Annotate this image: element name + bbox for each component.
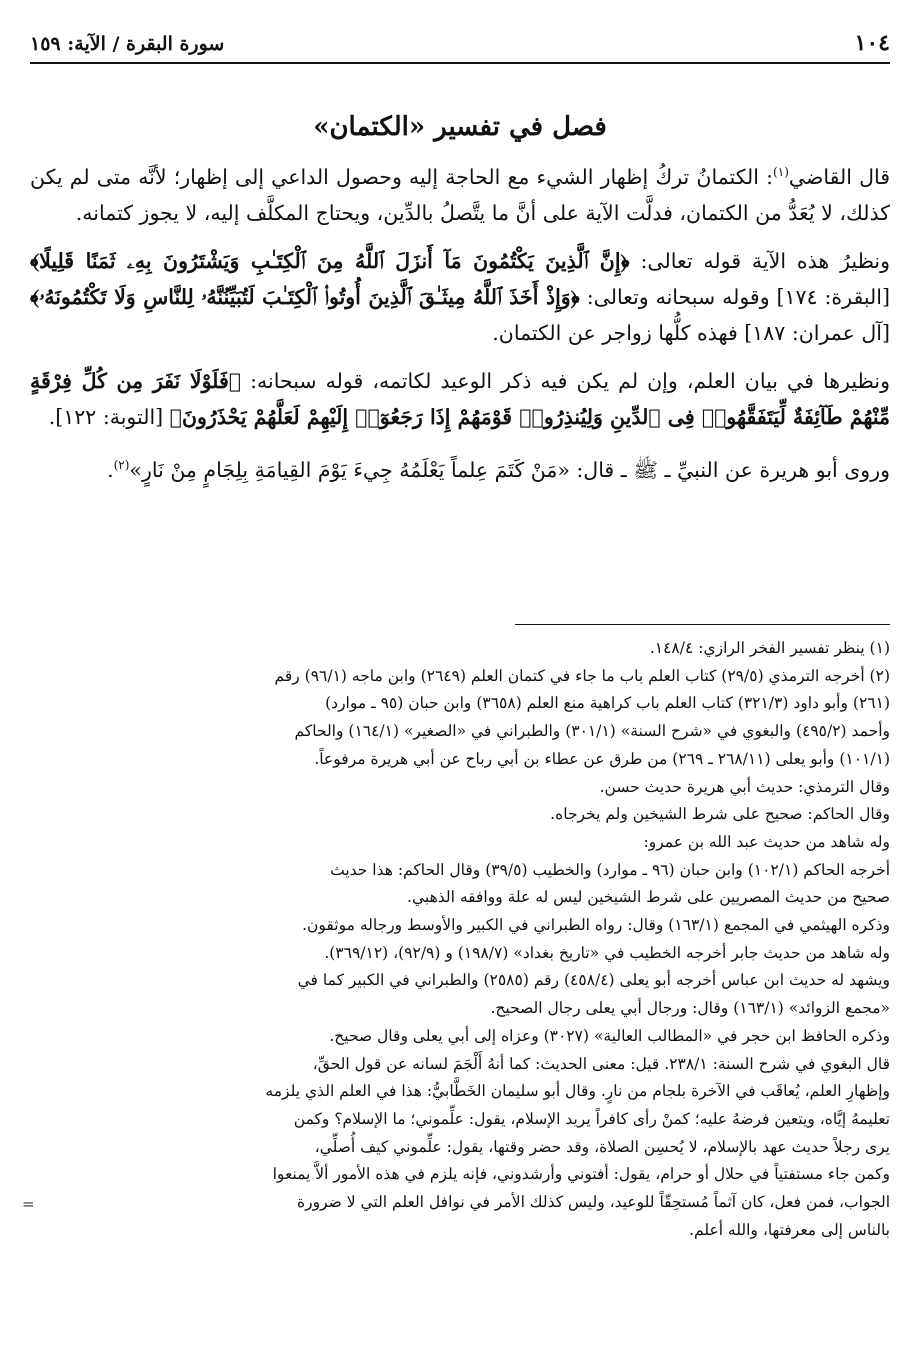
quran-verse: ﴿فَلَوْلَا نَفَرَ مِن كُلِّ فِرْقَةٍ مِّنْهُمْ طَآئِفَةٌ لِّيَتَفَقَّهُوا۟ فِى ٱلدِّينِ وَلِيُنذِرُوا۟ قَوْمَهُمْ إِذَا رَجَعُوٓا۟ إِلَيْهِمْ لَعَلَّهُمْ يَحْذَرُونَ﴾ — [30, 368, 890, 429]
footnote-line: بالناس إلى معرفتها، والله أعلم. — [689, 1220, 890, 1239]
footnote-line: أخرجه الحاكم (١٠٢/١) وابن حبان (٩٦ ـ موارد) والخطيب (٣٩/٥) وقال الحاكم: هذا حديث — [330, 860, 890, 879]
footnote-line: وله شاهد من حديث جابر أخرجه الخطيب في «تاريخ بغداد» (١٩٨/٧) و (٩٢/٩)، (٣٦٩/١٢). — [324, 943, 890, 962]
footnote-line: الجواب، فمن فعل، كان آثماً مُستحِقّاً للوعيد، وليس كذلك الأمر في نوافل العلم التي لا ضرورة — [296, 1193, 890, 1212]
text-run: وروى أبو هريرة عن النبيِّ ـ ﷺ ـ قال: «مَنْ كَتَمَ عِلماً يَعْلَمُهُ جِيءَ يَوْمَ القِيامَةِ بِلِجَامٍ مِنْ نَارٍ» — [129, 457, 890, 482]
footnote-line: صحيح من حديث المصريين على شرط الشيخين ليس له علة ووافقه الذهبي. — [407, 888, 890, 907]
page-number: ١٠٤ — [854, 30, 890, 56]
footnote-line: (٢) أخرجه الترمذي (٢٩/٥) كتاب العلم باب ما جاء في كتمان العلم (٢٦٤٩) وابن ماجه (٩٦/١) رقم — [274, 666, 890, 685]
footnote-separator — [515, 624, 890, 625]
footnote-line: (٢٦١) وأبو داود (٣٢١/٣) كتاب العلم باب كراهية منع العلم (٣٦٥٨) وابن حبان (٩٥ ـ موارد) — [325, 694, 890, 713]
text-run: ونظيرها في بيان العلم، وإن لم يكن فيه ذكر الوعيد لكاتمه، قوله سبحانه: — [241, 368, 890, 393]
paragraph-definition — [30, 154, 890, 231]
footnote-line: «مجمع الزوائد» (١٦٣/١) وقال: ورجال أبي يعلى رجال الصحيح. — [490, 999, 890, 1018]
footnote-line: وإظهارِ العلم، يُعاقَب في الآخرة بلجام من نارٍ. وقال أبو سليمان الخَطَّابيُّ: هذا في العلم الذي يلزمه — [265, 1082, 890, 1101]
footnote-line: يرى رجلاً حديث عهد بالإسلام، لا يُحسِن الصلاة، وقد حضر وقتها، يقول: علِّموني كيف أُصلِّي، — [314, 1137, 890, 1156]
text-run: [البقرة: ١٧٤] وقوله سبحانه وتعالى: — [579, 284, 890, 309]
text-run: ونظيرُ هذه الآية قوله تعالى: — [629, 248, 890, 273]
paragraph-hadith — [30, 447, 890, 488]
text-run: . — [107, 457, 114, 482]
paragraph-knowledge — [30, 363, 890, 435]
quran-verse: ﴿إِنَّ ٱلَّذِينَ يَكْتُمُونَ مَآ أَنزَلَ ٱللَّهُ مِنَ ٱلْكِتَـٰبِ وَيَشْتَرُونَ بِهِۦ ثَمَنًا قَلِيلًا﴾ — [30, 248, 630, 273]
footnote-line: وقال الترمذي: حديث أبي هريرة حديث حسن. — [599, 777, 890, 796]
book-page — [30, 30, 890, 1340]
footnote-line: وكمن جاء مستفتياً في حلال أو حرام، يقول: أفتوني وأرشدوني، فإنه يلزم في هذه الأمور ألاَّ يمنعوا — [272, 1165, 890, 1184]
footnote-line: وقال الحاكم: صحيح على شرط الشيخين ولم يخرجاه. — [550, 805, 890, 824]
text-run: [آل عمران: ١٨٧] فهذه كلُّها زواجر عن الكتمان. — [492, 320, 890, 345]
text-run: [التوبة: ١٢٢]. — [48, 404, 170, 429]
footnote-line: تعليمهُ إيَّاه، ويتعين فرضهُ عليه؛ كمنْ رأى كافراً يريد الإسلام، يقول: علِّموني؛ ما الإسلام؟ وكمن — [293, 1109, 890, 1128]
running-head: سورة البقرة / الآية: ١٥٩ — [30, 33, 225, 55]
footnote-line: ويشهد له حديث ابن عباس أخرجه أبو يعلى (٤٥٨/٤) رقم (٢٥٨٥) والطبراني في الكبير كما في — [297, 971, 890, 990]
paragraph-similar-verses — [30, 243, 890, 351]
margin-mark: = — [22, 1195, 35, 1213]
section-title: فصل في تفسير «الكتمان» — [313, 112, 607, 142]
text-run: : الكتمانُ تركُ إظهار الشيء مع الحاجة إليه وحصول الداعي إلى إظهار؛ لأنَّه متى لم يكن كذلك، لا يُعَدُّ من الكتمان، فدلَّت الآية على أنَّ ما يتَّصلُ بالدِّين، ويحتاج المكلَّف إليه، لا يجوز كتمانه. — [30, 164, 890, 225]
text-run: قال القاضي — [788, 164, 891, 189]
footnote-ref-2: (٢) — [113, 457, 130, 472]
quran-verse: ﴿وَإِذْ أَخَذَ ٱللَّهُ مِيثَـٰقَ ٱلَّذِينَ أُوتُوا۟ ٱلْكِتَـٰبَ لَتُبَيِّنُنَّهُۥ لِلنَّاسِ وَلَا تَكْتُمُونَهُۥ﴾ — [30, 284, 580, 309]
footnote-line: وذكره الهيثمي في المجمع (١٦٣/١) وقال: رواه الطبراني في الكبير والأوسط ورجاله موثقون. — [302, 916, 890, 935]
footnote-line: قال البغوي في شرح السنة: ٢٣٨/١. قيل: معنى الحديث: كما أنهُ أَلْجَمَ لسانه عن قول الحقِّ، — [312, 1054, 890, 1073]
footnote-line: (١) ينظر تفسير الفخر الرازي: ١٤٨/٤. — [649, 639, 890, 657]
main-text — [30, 154, 890, 500]
footnote-ref-1: (١) — [773, 165, 789, 179]
footnote-line: وله شاهد من حديث عبد الله بن عمرو: — [643, 832, 890, 851]
footnotes — [30, 635, 890, 1244]
footnote-line: وذكره الحافظ ابن حجر في «المطالب العالية» (٣٠٢٧) وعزاه إلى أبي يعلى وقال صحيح. — [329, 1026, 890, 1045]
footnote-line: وأحمد (٤٩٥/٢) والبغوي في «شرح السنة» (٣٠١/١) والطبراني في «الصغير» (١٦٤/١) والحاكم — [294, 722, 890, 741]
footnote-line: (١٠١/١) وأبو يعلى (٢٦٨/١١ ـ ٢٦٩) من طرق عن عطاء بن أبي رباح عن أبي هريرة مرفوعاً. — [314, 749, 890, 768]
page-header — [30, 30, 890, 64]
